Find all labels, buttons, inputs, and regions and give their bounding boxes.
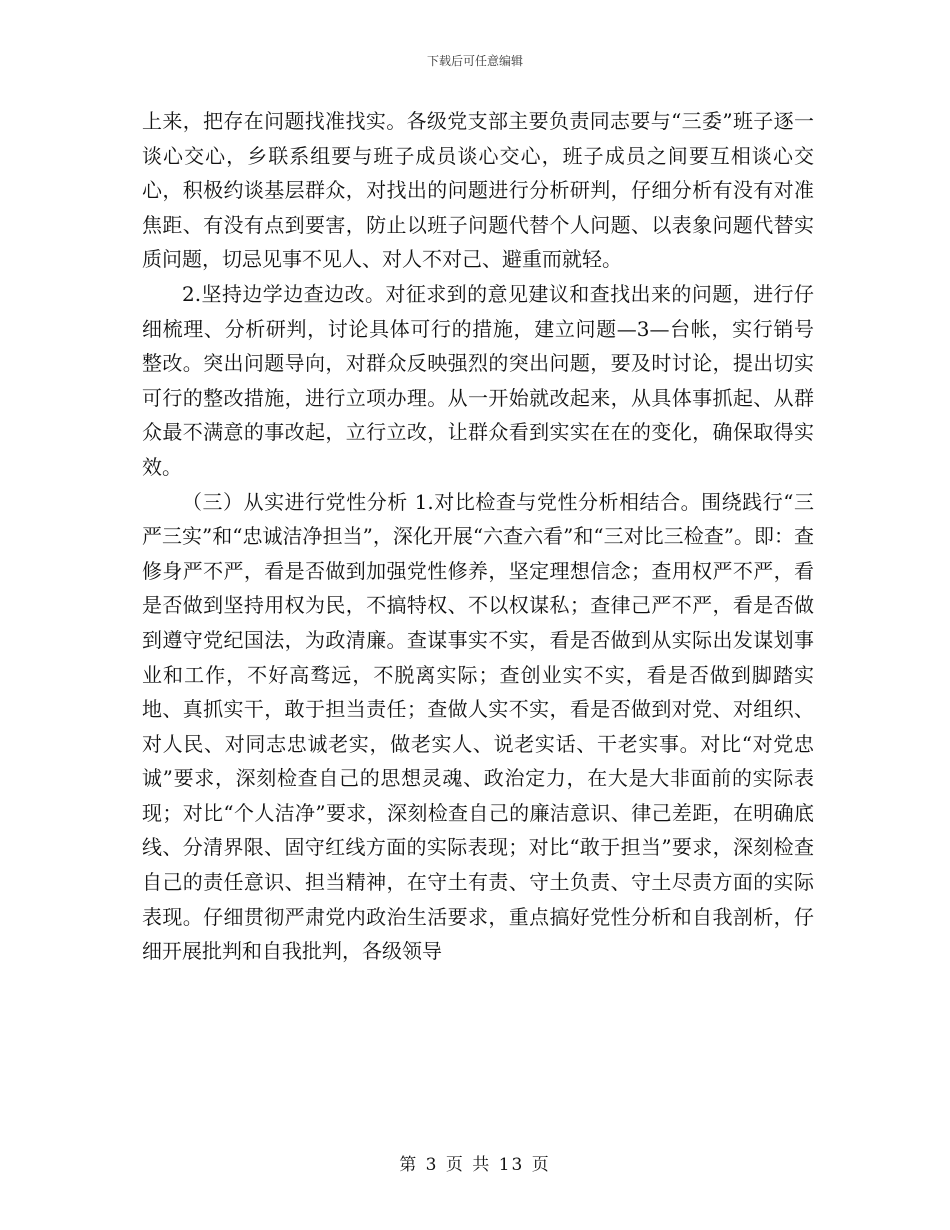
paragraph-2: 2.坚持边学边查边改。对征求到的意见建议和查找出来的问题，进行仔细梳理、分析研判，讨论具体可行的措施，建立问题—3—台帐，实行销号整改。突出问题导向，对群众反映强烈的突出问题，要及时讨论，提出切实可行的整改措施，进行立项办理。从一开始就改起来，从具体事抓起、从群众最不满意的事改起，立行立改，让群众看到实实在在的变化，确保取得实效。 xyxy=(142,281,814,479)
page-number-footer: 第 3 页 共 13 页 xyxy=(399,1155,551,1175)
body-text xyxy=(142,104,814,969)
paragraph-3: （三）从实进行党性分析 1.对比检查与党性分析相结合。围绕践行“三严三实”和“忠诚洁净担当”，深化开展“六查六看”和“三对比三检查”。即：查修身严不严，看是否做到加强党性修养，坚定理想信念；查用权严不严，看是否做到坚持用权为民，不搞特权、不以权谋私；查律己严不严，看是否做到遵守党纪国法，为政清廉。查谋事实不实，看是否做到从实际出发谋划事业和工作，不好高骛远，不脱离实际；查创业实不实，看是否做到脚踏实地、真抓实干，敢于担当责任；查做人实不实，看是否做到对党、对组织、对人民、对同志忠诚老实，做老实人、说老实话、干老实事。对比“对党忠诚”要求，深刻检查自己的思想灵魂、政治定力，在大是大非面前的实际表现；对比“个人洁净”要求，深刻检查自己的廉洁意识、律己差距，在明确底线、分清界限、固守红线方面的实际表现；对比“敢于担当”要求，深刻检查自己的责任意识、担当精神，在守土有责、守土负责、守土尽责方面的实际表现。仔细贯彻严肃党内政治生活要求，重点搞好党性分析和自我剖析，仔细开展批判和自我批判，各级领导 xyxy=(142,489,814,964)
paragraph-1: 上来，把存在问题找准找实。各级党支部主要负责同志要与“三委”班子逐一谈心交心，乡联系组要与班子成员谈心交心，班子成员之间要互相谈心交心，积极约谈基层群众，对找出的问题进行分析研判，仔细分析有没有对准焦距、有没有点到要害，防止以班子问题代替个人问题、以表象问题代替实质问题，切忌见事不见人、对人不对己、避重而就轻。 xyxy=(142,109,814,272)
header-note: 下载后可任意编辑 xyxy=(426,54,523,68)
